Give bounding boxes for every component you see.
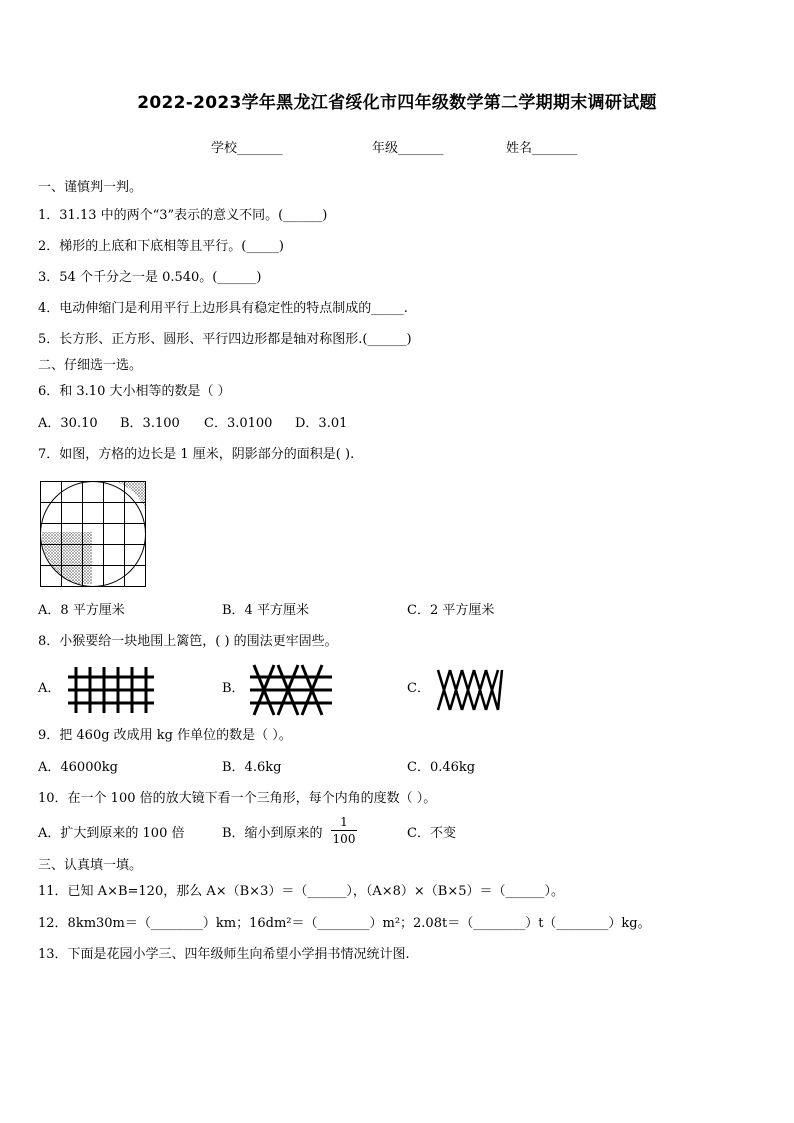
- q10-option-b: B．缩小到原来的: [222, 826, 323, 841]
- section-fill-heading: 三、认真填一填。: [38, 858, 143, 873]
- question-13: 13．下面是花园小学三、四年级师生向希望小学捐书情况统计图.: [38, 947, 410, 962]
- question-2: 2．梯形的上底和下底相等且平行。(_____): [38, 239, 284, 254]
- section-choice-heading: 二、仔细选一选。: [38, 358, 143, 373]
- q8-fence-c-figure: [436, 668, 506, 712]
- name-field[interactable]: 姓名_______: [506, 141, 578, 156]
- question-11: 11．已知 A×B=120，那么 A×（B×3）＝（______），（A×8）×（B×5）＝（______）。: [38, 884, 565, 899]
- grade-field[interactable]: 年级_______: [372, 141, 444, 156]
- section-judge-heading: 一、谨慎判一判。: [38, 180, 143, 195]
- page-title: 2022-2023学年黑龙江省绥化市四年级数学第二学期期末调研试题: [137, 93, 657, 113]
- q7-option-c: C．2 平方厘米: [407, 603, 495, 618]
- q9-option-a: A．46000kg: [38, 760, 118, 775]
- q10-fraction: [331, 815, 357, 846]
- q8-fence-a-figure: [66, 665, 156, 715]
- q7-option-b: B．4 平方厘米: [222, 603, 309, 618]
- fraction-denominator: 100: [332, 832, 356, 846]
- fraction-numerator: 1: [340, 815, 348, 829]
- q7-grid-figure: [39, 480, 149, 590]
- q7-option-a: A．8 平方厘米: [38, 603, 125, 618]
- q9-option-b: B．4.6kg: [222, 760, 282, 775]
- q10-option-c: C．不变: [407, 826, 456, 841]
- question-8: 8．小猴要给一块地围上篱笆，( ) 的围法更牢固些。: [38, 634, 338, 649]
- q6-option-a: A．30.10: [38, 416, 98, 431]
- question-10: 10．在一个 100 倍的放大镜下看一个三角形，每个内角的度数（ ）。: [38, 791, 437, 806]
- fraction-bar: [331, 830, 357, 831]
- q8-option-a: A．: [38, 681, 61, 696]
- question-9: 9．把 460g 改成用 kg 作单位的数是（ ）。: [38, 728, 292, 743]
- question-6: 6．和 3.10 大小相等的数是（ ）: [38, 384, 231, 399]
- question-7: 7．如图，方格的边长是 1 厘米，阴影部分的面积是( ).: [38, 447, 355, 462]
- q6-option-d: D．3.01: [295, 416, 348, 431]
- q8-option-b: B．: [222, 681, 245, 696]
- q9-option-c: C．0.46kg: [407, 760, 476, 775]
- q6-option-c: C．3.0100: [204, 416, 273, 431]
- question-3: 3．54 个千分之一是 0.540。(______): [38, 270, 262, 285]
- q8-option-c: C．: [407, 681, 430, 696]
- question-12: 12．8km30m＝（________）km；16dm²＝（________）m²；2.08t＝（________）t（________）kg。: [38, 916, 651, 931]
- q6-option-b: B．3.100: [120, 416, 180, 431]
- school-field[interactable]: 学校_______: [211, 141, 283, 156]
- question-5: 5．长方形、正方形、圆形、平行四边形都是轴对称图形.(______): [38, 332, 412, 347]
- question-4: 4．电动伸缩门是利用平行上边形具有稳定性的特点制成的_____.: [38, 301, 408, 316]
- q8-fence-b-figure: [248, 663, 334, 717]
- q10-option-a: A．扩大到原来的 100 倍: [38, 826, 185, 841]
- question-1: 1．31.13 中的两个“3”表示的意义不同。(______): [38, 208, 328, 223]
